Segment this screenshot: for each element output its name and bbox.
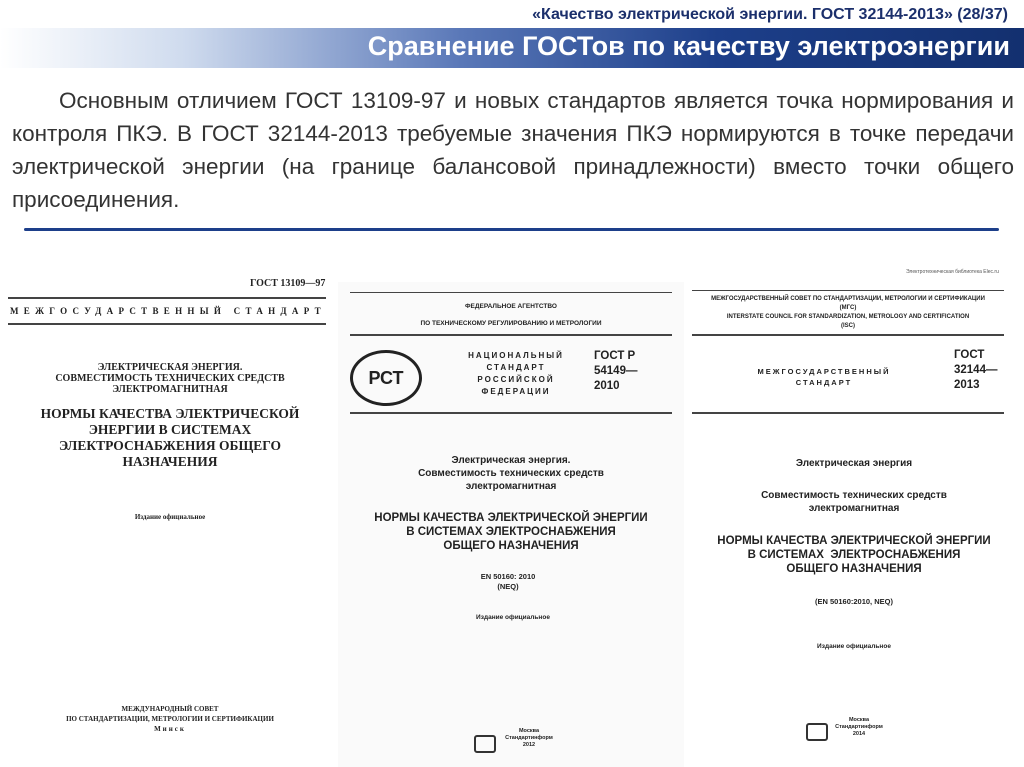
- doc1-subject: [40, 362, 300, 395]
- doc3-edition: Издание официальное: [817, 643, 891, 650]
- doc1-council: [40, 704, 300, 734]
- doc3-library: Электротехническая библиотека Elec.ru: [906, 269, 999, 275]
- doc2-rule-mid: [350, 334, 672, 336]
- doc1-title-line: ЭНЕРГИИ В СИСТЕМАХ: [88, 422, 252, 437]
- doc1-rule-bottom: [8, 323, 326, 325]
- doc2-agency-line: ПО ТЕХНИЧЕСКОМУ РЕГУЛИРОВАНИЮ И МЕТРОЛОГИИ: [420, 320, 602, 327]
- doc3-title-line: В СИСТЕМАХ ЭЛЕКТРОСНАБЖЕНИЯ: [747, 549, 961, 561]
- doc3-code-line: ГОСТ: [954, 349, 985, 361]
- doc2-subject-line: Совместимость технических средств: [418, 468, 604, 479]
- doc3-code: [954, 348, 997, 393]
- doc3-council: [692, 295, 1004, 331]
- doc2-title-line: В СИСТЕМАХ ЭЛЕКТРОСНАБЖЕНИЯ: [406, 526, 616, 538]
- rst-logo-text: РСТ: [368, 367, 404, 388]
- doc2-city: Москва: [518, 728, 540, 734]
- doc3-imprint: [824, 717, 894, 738]
- doc3-interstate-line: МЕЖГОСУДАРСТВЕННЫЙ: [757, 367, 891, 376]
- doc3-council-line: INTERSTATE COUNCIL FOR STANDARDIZATION, METROLOGY AND CERTIFICATION: [726, 314, 970, 320]
- doc3-interstate: [734, 366, 914, 388]
- doc-cover-gost-32144: [684, 262, 1024, 767]
- header-bar: [0, 28, 1024, 68]
- doc2-rule-top: [350, 292, 672, 293]
- doc2-en-line: EN 50160: 2010: [480, 572, 536, 581]
- doc1-city: Минск: [154, 725, 186, 733]
- doc1-code: ГОСТ 13109—97: [250, 278, 326, 289]
- doc3-year: 2014: [852, 731, 866, 737]
- slide-subtitle: «Качество электрической энергии. ГОСТ 32144-2013» (28/37): [532, 6, 1008, 23]
- doc2-national: [456, 350, 576, 398]
- doc3-rule-top: [692, 290, 1004, 291]
- doc2-subject: [358, 454, 664, 493]
- publisher-logo-icon: [474, 735, 496, 753]
- doc2-title-line: ОБЩЕГО НАЗНАЧЕНИЯ: [443, 540, 579, 552]
- doc2-national-line: ФЕДЕРАЦИИ: [481, 387, 551, 396]
- doc3-publisher: Стандартинформ: [835, 724, 883, 730]
- doc3-code-line: 32144—: [954, 364, 998, 376]
- doc1-title-line: ЭЛЕКТРОСНАБЖЕНИЯ ОБЩЕГО: [58, 438, 282, 453]
- doc3-title-line: НОРМЫ КАЧЕСТВА ЭЛЕКТРИЧЕСКОЙ ЭНЕРГИИ: [717, 535, 991, 547]
- doc2-year: 2012: [522, 742, 536, 748]
- doc1-council-line: ПО СТАНДАРТИЗАЦИИ, МЕТРОЛОГИИ И СЕРТИФИКАЦИИ: [66, 715, 274, 723]
- doc-cover-gost-r-54149: [338, 282, 684, 767]
- doc2-code: [594, 349, 637, 394]
- doc3-subject-line: Совместимость технических средств: [761, 490, 947, 501]
- divider: [24, 228, 999, 231]
- doc2-en-line: (NEQ): [497, 582, 519, 591]
- doc2-code-line: ГОСТ Р: [594, 350, 636, 362]
- doc1-title-line: НАЗНАЧЕНИЯ: [122, 454, 218, 469]
- doc2-subject-line: электромагнитная: [465, 481, 557, 492]
- doc2-imprint: [494, 728, 564, 749]
- doc1-subject-line: СОВМЕСТИМОСТЬ ТЕХНИЧЕСКИХ СРЕДСТВ: [55, 373, 285, 384]
- doc2-agency: [348, 298, 674, 332]
- doc2-agency-line: ФЕДЕРАЛЬНОЕ АГЕНТСТВО: [465, 303, 557, 310]
- doc1-subject-line: ЭЛЕКТРОМАГНИТНАЯ: [112, 384, 228, 395]
- doc2-edition: Издание официальное: [476, 614, 550, 621]
- doc3-rule-mid: [692, 334, 1004, 336]
- doc1-rule-top: [8, 297, 326, 299]
- doc3-interstate-line: СТАНДАРТ: [795, 378, 853, 387]
- doc3-title-line: ОБЩЕГО НАЗНАЧЕНИЯ: [786, 563, 922, 575]
- doc2-title: [346, 511, 676, 553]
- doc3-en: (EN 50160:2010, NEQ): [815, 597, 893, 606]
- doc2-title-line: НОРМЫ КАЧЕСТВА ЭЛЕКТРИЧЕСКОЙ ЭНЕРГИИ: [374, 512, 648, 524]
- slide-title: Сравнение ГОСТов по качеству электроэнергии: [367, 31, 1010, 61]
- doc3-council-line: (ISC): [841, 323, 855, 329]
- doc1-subject-line: ЭЛЕКТРИЧЕСКАЯ ЭНЕРГИЯ.: [97, 362, 243, 373]
- doc2-national-line: НАЦИОНАЛЬНЫЙ: [468, 351, 564, 360]
- intro-paragraph: Основным отличием ГОСТ 13109-97 и новых стандартов является точка нормирования и контроля ПКЭ. В ГОСТ 32144-2013 требуемые значения ПКЭ нормируются в точке передачи электрической энергии (на границе балансовой принадлежности) вместо точки общего присоединения.: [12, 88, 1014, 212]
- doc2-en: [448, 572, 568, 592]
- doc-cover-gost-13109: [0, 262, 338, 767]
- doc3-council-line: (МГС): [839, 305, 857, 311]
- doc2-national-line: СТАНДАРТ: [486, 363, 546, 372]
- doc1-title: [20, 406, 320, 470]
- doc2-rule-bottom: [350, 412, 672, 414]
- rst-logo-icon: [350, 350, 422, 406]
- doc3-subject: [704, 489, 1004, 515]
- doc3-council-line: МЕЖГОСУДАРСТВЕННЫЙ СОВЕТ ПО СТАНДАРТИЗАЦИИ, МЕТРОЛОГИИ И СЕРТИФИКАЦИИ: [711, 296, 985, 302]
- doc1-banner: МЕЖГОСУДАРСТВЕННЫЙ СТАНДАРТ: [10, 306, 326, 316]
- doc2-subject-line: Электрическая энергия.: [451, 455, 571, 466]
- doc3-code-line: 2013: [954, 379, 980, 391]
- doc1-edition: Издание официальное: [134, 513, 206, 521]
- doc3-city: Москва: [848, 717, 870, 723]
- doc3-subject-title: Электрическая энергия: [795, 458, 913, 469]
- doc2-national-line: РОССИЙСКОЙ: [477, 375, 555, 384]
- doc2-code-line: 2010: [594, 380, 620, 392]
- doc1-title-line: НОРМЫ КАЧЕСТВА ЭЛЕКТРИЧЕСКОЙ: [40, 406, 300, 421]
- doc2-publisher: Стандартинформ: [505, 735, 553, 741]
- doc2-code-line: 54149—: [594, 365, 638, 377]
- doc3-title: [684, 534, 1024, 576]
- doc1-council-line: МЕЖДУНАРОДНЫЙ СОВЕТ: [121, 705, 219, 713]
- doc3-subject-line: электромагнитная: [808, 503, 900, 514]
- doc3-rule-bottom: [692, 412, 1004, 414]
